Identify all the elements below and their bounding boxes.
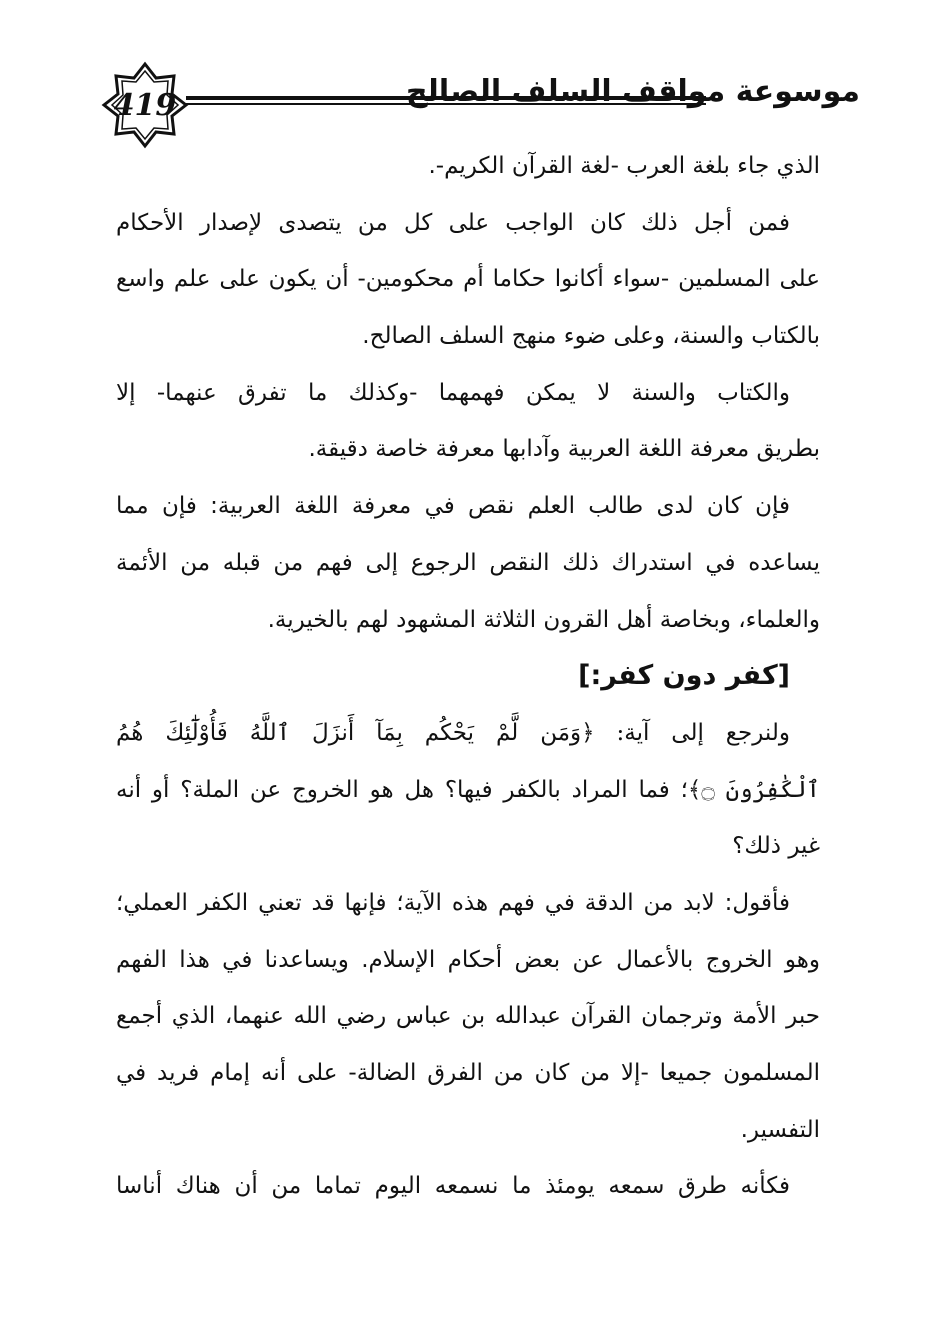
text-line: بطريق معرفة اللغة العربية وآدابها معرفة خاصة دقيقة.: [308, 436, 820, 463]
text-line: فأقول: لابد من الدقة في فهم هذه الآية؛ فإنها قد تعني الكفر العملي؛: [116, 889, 790, 916]
page-header: [100, 60, 860, 150]
text-line: والكتاب والسنة لا يمكن فهمهما -وكذلك ما تفرق عنهما- إلا: [116, 379, 790, 406]
page-number-badge: [100, 60, 190, 150]
text-line: المسلمون جميعا -إلا من كان من الفرق الضالة- على أنه إمام فريد في: [116, 1060, 820, 1086]
text-line: فإن كان لدى طالب العلم نقص في معرفة اللغة العربية: فإن مما: [116, 493, 790, 520]
text-line: التفسير.: [740, 1116, 820, 1143]
section-heading: [كفر دون كفر:]: [578, 660, 790, 692]
text-line: والعلماء، وبخاصة أهل القرون الثلاثة المشهود لهم بالخيرية.: [267, 606, 820, 633]
quran-verse-line: ولنرجع إلى آية: ﴿وَمَن لَّمْ يَحْكُم بِمَآ أَنزَلَ ٱللَّهُ فَأُوْلَٰٓئِكَ هُمُ: [116, 719, 790, 746]
text-line: حبر الأمة وترجمان القرآن عبدالله بن عباس رضي الله عنهما، الذي أجمع: [116, 1003, 820, 1030]
text-line: على المسلمين -سواء أكانوا حكاما أم محكومين- أن يكون على علم واسع: [116, 266, 820, 293]
text-line: يساعده في استدراك ذلك النقص الرجوع إلى فهم من قبله من الأئمة: [116, 549, 820, 576]
text-line: غير ذلك؟: [732, 833, 820, 860]
quran-verse-line: ٱلْكَٰفِرُونَ ۝﴾؛ فما المراد بالكفر فيها؟ هل هو الخروج عن الملة؟ أو أنه: [116, 776, 820, 803]
page-number: 419: [113, 88, 177, 123]
book-title: موسوعة مواقف السلف الصالح: [405, 74, 860, 109]
text-line: وهو الخروج بالأعمال عن بعض أحكام الإسلام. ويساعدنا في هذا الفهم: [116, 946, 820, 973]
text-line: فكأنه طرق سمعه يومئذ ما نسمعه اليوم تماما من أن هناك أناسا: [116, 1173, 790, 1200]
text-line: فمن أجل ذلك كان الواجب على كل من يتصدى لإصدار الأحكام: [116, 209, 790, 236]
body-text: [116, 138, 820, 1215]
text-line: الذي جاء بلغة العرب -لغة القرآن الكريم-.: [428, 153, 820, 179]
text-line: بالكتاب والسنة، وعلى ضوء منهج السلف الصالح.: [362, 323, 820, 350]
